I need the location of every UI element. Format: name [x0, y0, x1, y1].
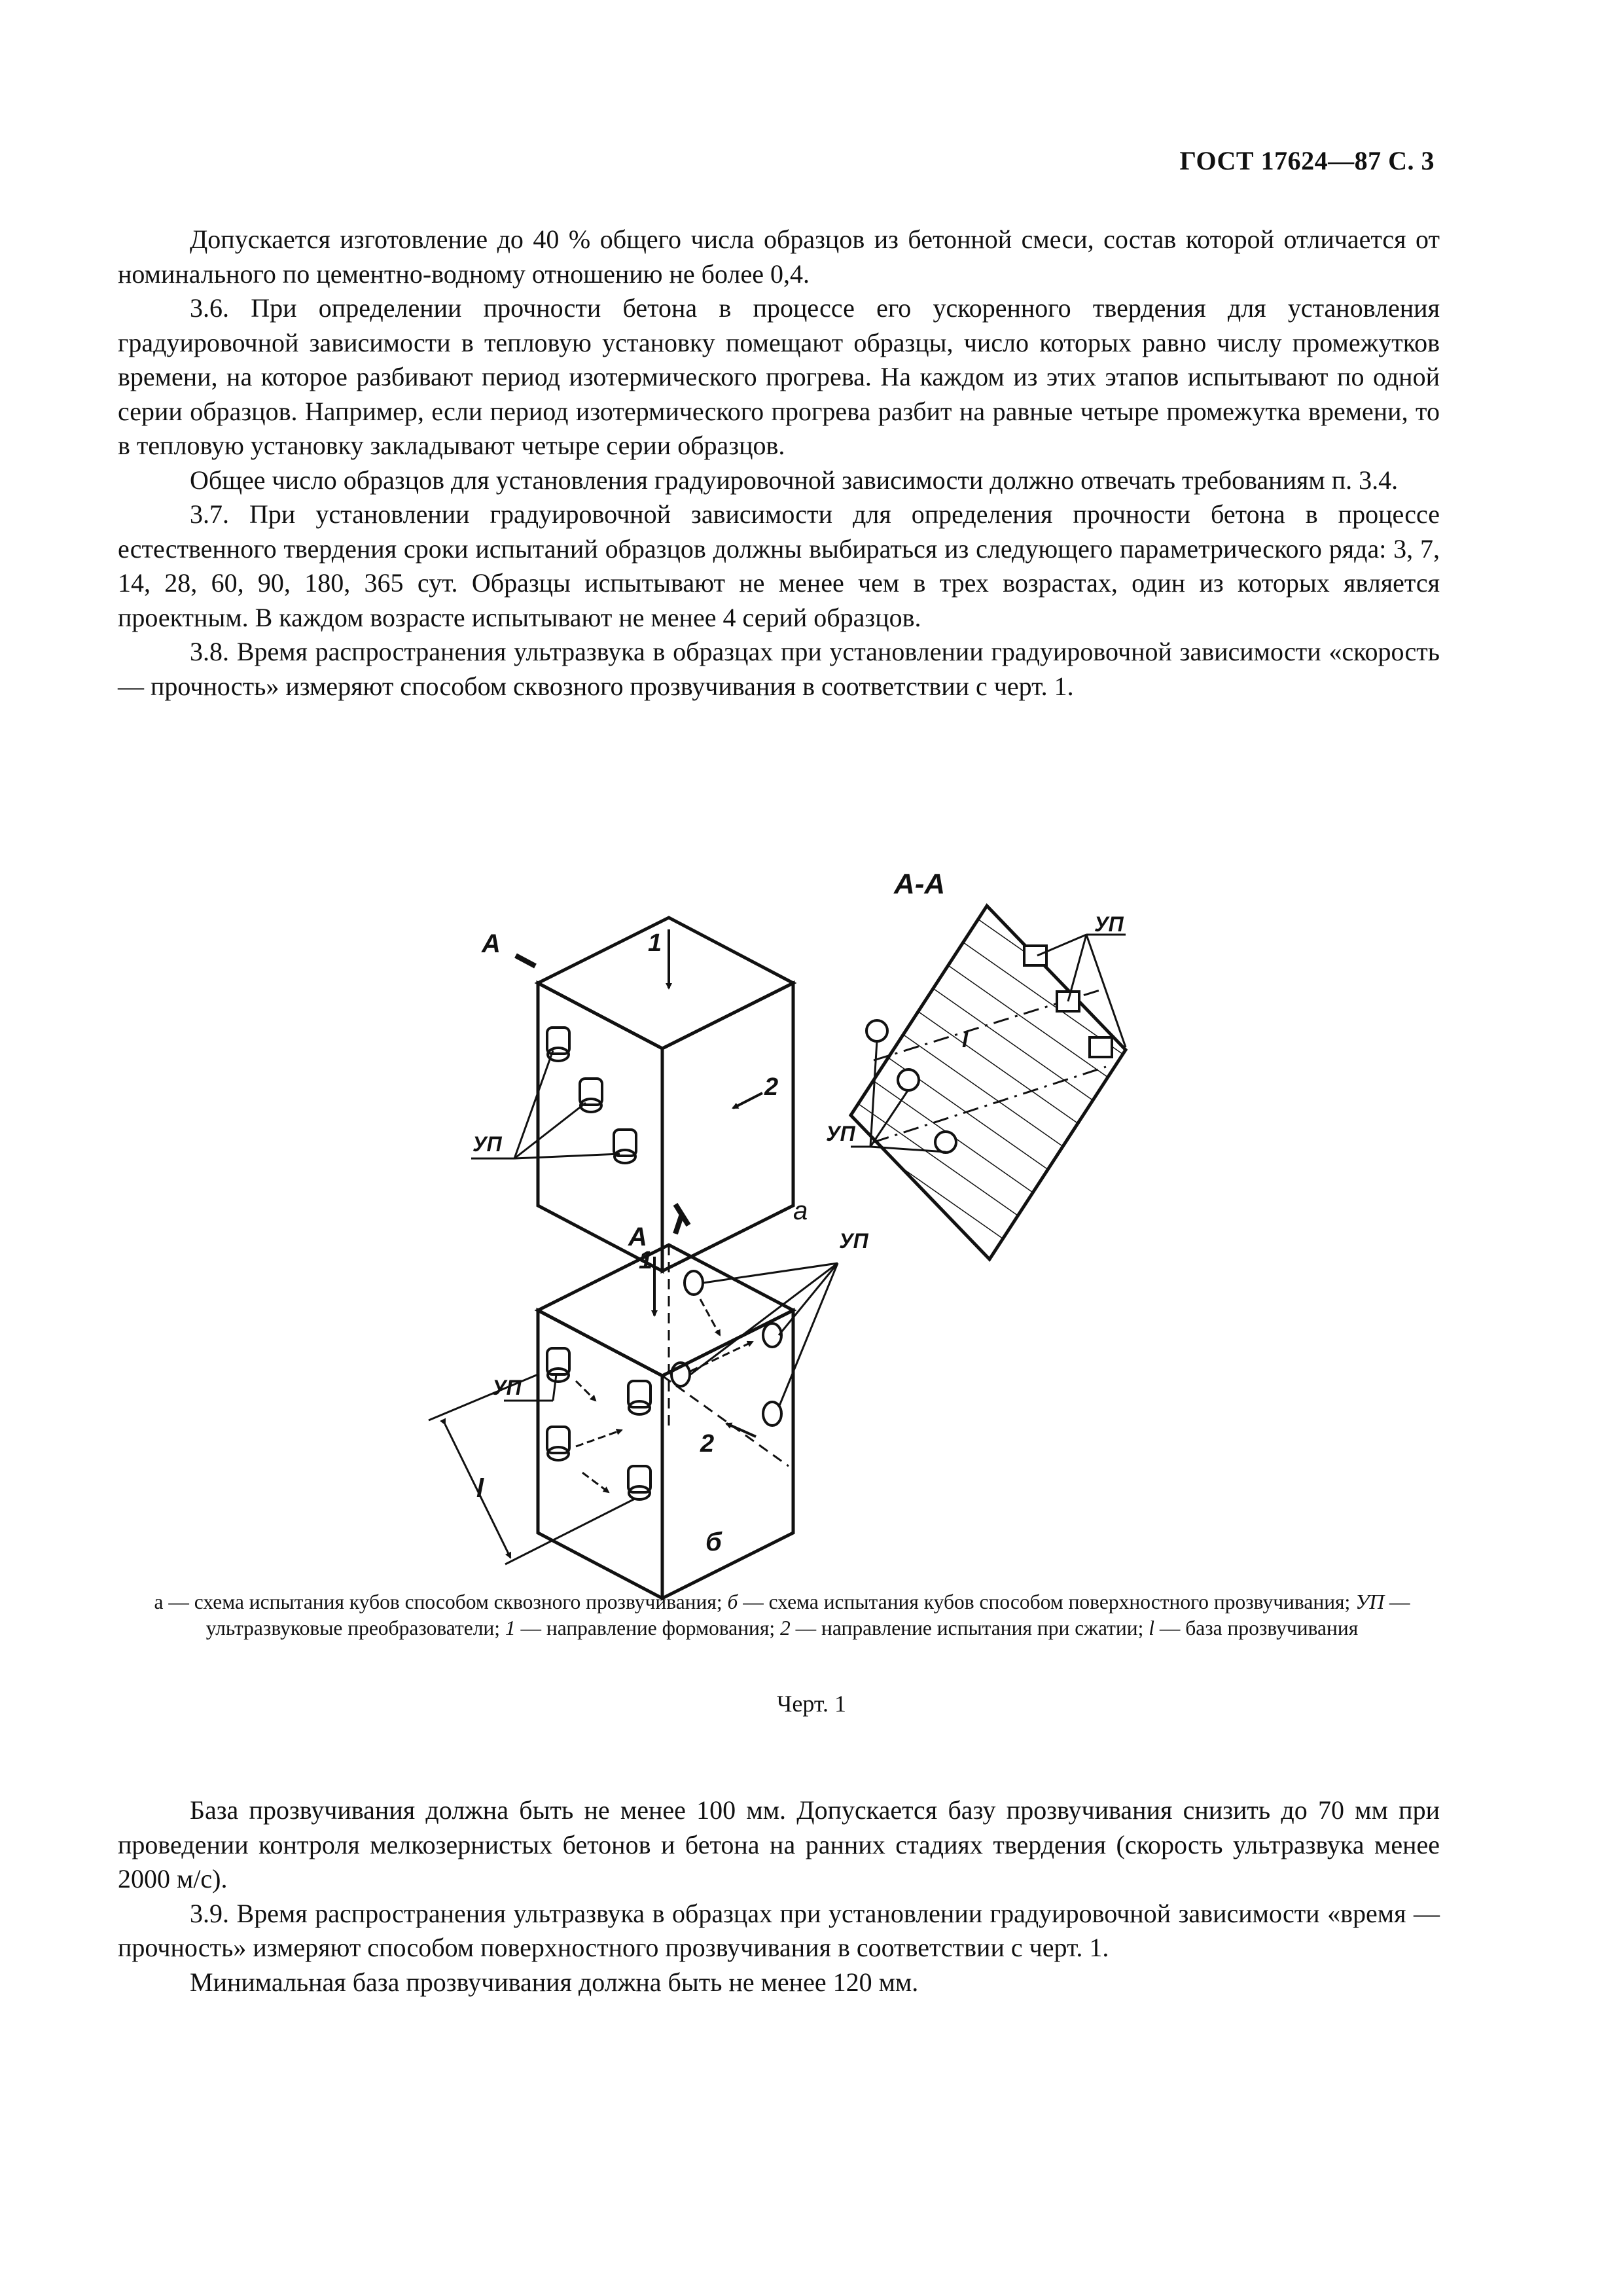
label-l-dimension: l [476, 1474, 484, 1503]
label-figure-a: а [793, 1196, 808, 1225]
label-up-b-left: УП [492, 1376, 522, 1399]
transducer [547, 1271, 781, 1499]
caption-part: 2 [780, 1617, 791, 1640]
label-2-top: 2 [764, 1073, 779, 1101]
label-a-top: А [482, 929, 501, 958]
figure-caption [115, 1589, 1450, 1641]
body-text-bottom [118, 1793, 1440, 2000]
caption-part: 1 [505, 1617, 516, 1640]
caption-part: — база прозвучивания [1154, 1617, 1359, 1640]
transducer [547, 1028, 636, 1163]
section-a-a [851, 906, 1126, 1259]
caption-part: — ультразвуковые преобразователи; [205, 1590, 1410, 1640]
caption-part: l [1149, 1617, 1154, 1640]
paragraph: Допускается изготовление до 40 % общего числа образцов из бетонной смеси, состав которой отличается от номинального по цементно-водному отношению не более 0,4. [118, 224, 1440, 289]
label-1-top: 1 [648, 929, 662, 957]
paragraph: 3.9. Время распространения ультразвука в образцах при установлении градуировочной зависимости «время — прочность» измеряют способом поверхностного прозвучивания в соответствии с черт. 1. [118, 1898, 1440, 1962]
caption-part: — направление испытания при сжатии; [790, 1617, 1149, 1640]
caption-part: — схема испытания кубов способом поверхностного прозвучивания; [738, 1590, 1356, 1613]
cube-b [429, 1214, 838, 1598]
caption-part: а — схема испытания кубов способом сквозного прозвучивания; [154, 1590, 728, 1613]
paragraph: 3.6. При определении прочности бетона в процессе его ускоренного твердения для установления градуировочной зависимости в тепловую установку помещают образцы, число которых равно числу промежутков времени, на которое разбивают период изотермического прогрева. На каждом из этих этапов испытывают по одной серии образцов. Например, если период изотермического прогрева разбит на равные четыре промежутка времени, то в тепловую установку закладывают четыре серии образцов. [118, 293, 1440, 460]
label-a-bottom: А [628, 1223, 647, 1251]
cube-a [471, 918, 793, 1271]
label-up-section-left: УП [826, 1122, 855, 1145]
label-figure-b: б [705, 1528, 722, 1556]
paragraph: 3.7. При установлении градуировочной зависимости для определения прочности бетона в процессе естественного твердения сроки испытаний образцов должны выбираться из следующего параметрического ряда: 3, 7, 14, 28, 60, 90, 180, 365 сут. Образцы испытывают не менее чем в трех возрастах, один из которых является проектным. В каждом возрасте испытывают не менее 4 серий образцов. [118, 499, 1440, 632]
label-up-section: УП [1094, 912, 1124, 936]
label-1-bottom: 1 [639, 1247, 653, 1274]
label-2-bottom: 2 [700, 1430, 715, 1458]
paragraph: Общее число образцов для установления градуировочной зависимости должно отвечать требованиям п. 3.4. [190, 465, 1399, 495]
label-up-a: УП [473, 1132, 502, 1156]
paragraph: 3.8. Время распространения ультразвука в образцах при установлении градуировочной зависимости «скорость — прочность» измеряют способом сквозного прозвучивания в соответствии с черт. 1. [118, 637, 1440, 701]
paragraph: Минимальная база прозвучивания должна быть не менее 120 мм. [190, 1967, 919, 1997]
caption-part: б [727, 1590, 738, 1613]
caption-part: — направление формования; [515, 1617, 781, 1640]
label-section-a-a: А-А [894, 868, 946, 900]
paragraph: База прозвучивания должна быть не менее 100 мм. Допускается базу прозвучивания снизить до 70 мм при проведении контроля мелкозернистых бетонов и бетона на ранних стадиях твердения (скорость ультразвука менее 2000 м/с). [118, 1795, 1440, 1893]
page-header: ГОСТ 17624—87 С. 3 [1179, 146, 1435, 175]
label-l-section: l [962, 1028, 969, 1052]
figure-title: Черт. 1 [777, 1691, 846, 1717]
caption-part: УП [1355, 1590, 1385, 1613]
label-up-b-right: УП [839, 1229, 868, 1253]
